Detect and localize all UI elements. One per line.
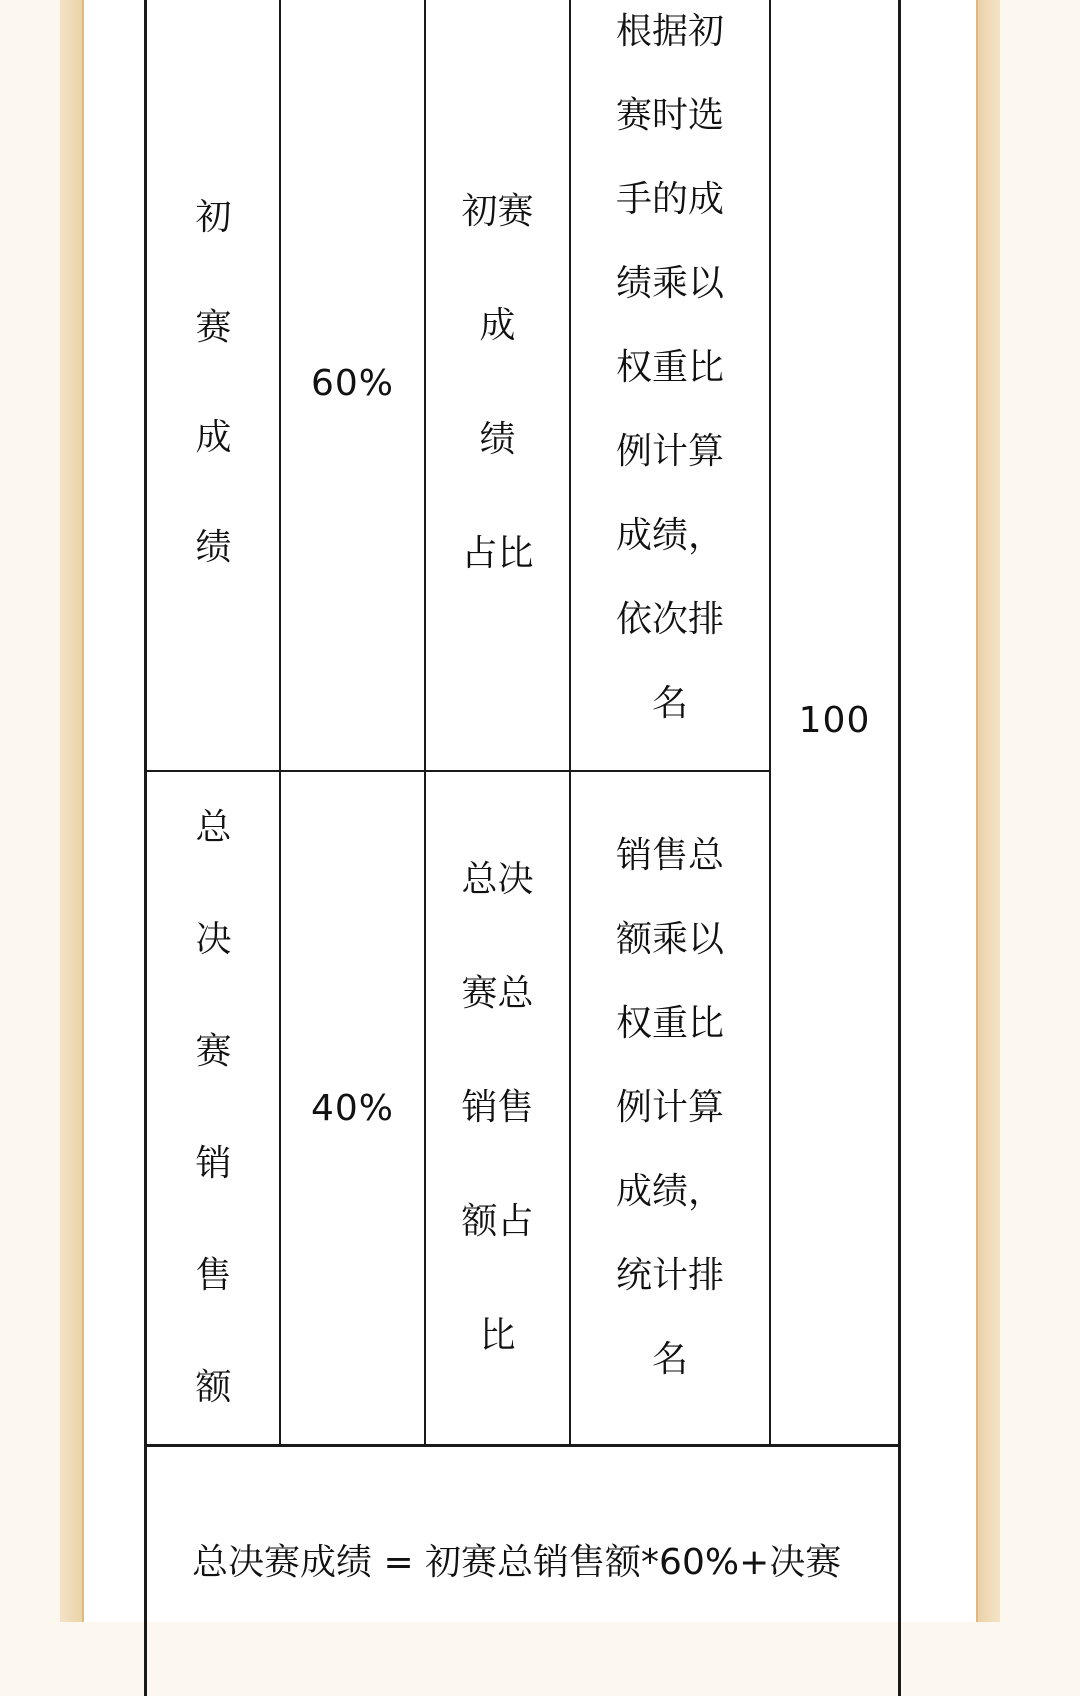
table-cell-name: [148, 772, 279, 1444]
row-divider: [144, 1444, 901, 1447]
table-cell-weight: [281, 0, 424, 770]
table-cell-name: [148, 0, 279, 770]
table-cell-basis: [426, 0, 569, 770]
row-description: 销售总额乘以权重比例计算成绩，统计排名: [615, 835, 724, 1380]
table-cell-total: [771, 0, 898, 1444]
row-weight: 60%: [310, 362, 394, 404]
row-name: 初 赛 成 绩: [195, 197, 232, 568]
row-description: 根据初赛时选手的成绩乘以权重比例计算成绩，依次排名: [615, 11, 724, 724]
decorative-frame-right: [978, 0, 1000, 1622]
table-cell-weight: [281, 772, 424, 1444]
table-border-right: [898, 0, 901, 1696]
table-cell-description: [571, 772, 769, 1444]
row-weight: 40%: [310, 1087, 394, 1129]
decorative-frame-left: [60, 0, 82, 1622]
row-name: 总 决 赛 销 售 额: [195, 807, 232, 1408]
score-formula: 总决赛成绩 = 初赛总销售额*60%+决赛: [192, 1542, 842, 1583]
total-score: 100: [798, 699, 871, 741]
table-cell-description: [571, 0, 769, 770]
scoring-table: [148, 0, 932, 1696]
row-basis: 初赛 成 绩 占比: [461, 191, 534, 574]
row-basis: 总决 赛总 销售 额占 比: [461, 859, 534, 1356]
frame-border-right: [976, 0, 978, 1622]
table-cell-basis: [426, 772, 569, 1444]
table-border-left: [144, 0, 147, 1696]
